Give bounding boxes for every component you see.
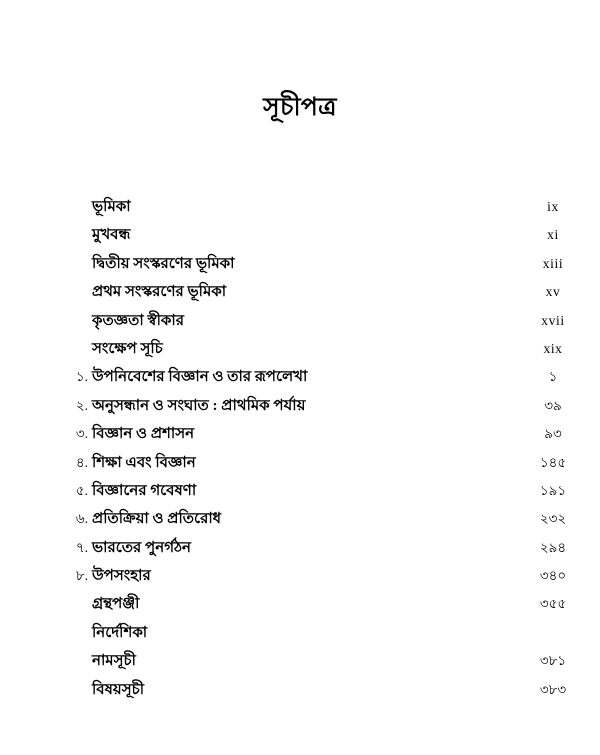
toc-entry-page-number: xiii (542, 255, 564, 271)
toc-entry-label: শিক্ষা এবং বিজ্ঞান (92, 454, 196, 471)
toc-entry-number: ৬. (75, 511, 88, 527)
toc-entry[interactable] (0, 508, 600, 536)
toc-entry-label: ভারতের পুনর্গঠন (92, 539, 191, 556)
toc-entry-page-number: xi (547, 227, 559, 243)
toc-entry-label: কৃতজ্ঞতা স্বীকার (92, 312, 184, 329)
toc-entry-label: বিষয়সূচী (92, 681, 145, 698)
page-title: সূচীপত্র (263, 94, 337, 121)
toc-entry-page-number: ১৯১ (539, 482, 567, 498)
toc-entry-label: নির্দেশিকা (92, 624, 148, 641)
toc-entry-page-number: ৩৯ (544, 397, 562, 413)
toc-entry-page-number: xv (545, 284, 561, 300)
toc-entry[interactable] (0, 622, 600, 650)
toc-entry-label: গ্রন্থপঞ্জী (92, 596, 140, 613)
toc-entry-number: ২. (75, 397, 88, 413)
toc-entry-page-number: ১৪৫ (539, 454, 567, 470)
toc-entry[interactable] (0, 253, 600, 281)
toc-entry[interactable] (0, 679, 600, 707)
toc-entry[interactable] (0, 281, 600, 309)
toc-entry[interactable] (0, 338, 600, 366)
toc-entry-label: অনুসন্ধান ও সংঘাত : প্রাথমিক পর্যায় (92, 397, 306, 414)
toc-entry[interactable] (0, 395, 600, 423)
toc-entry-number: ৮. (75, 568, 88, 584)
toc-entry-label: ভূমিকা (92, 199, 131, 215)
toc-entry[interactable] (0, 196, 600, 224)
toc-entry-page-number: ১ (548, 369, 558, 385)
toc-entry-label: সংক্ষেপ সূচি (92, 340, 163, 357)
toc-entry[interactable] (0, 537, 600, 565)
toc-entry-label: নামসূচী (92, 653, 136, 670)
toc-entry[interactable] (0, 593, 600, 621)
toc-entry-number: ১. (75, 369, 88, 385)
toc-entry-label: মুখবন্ধ (92, 227, 131, 244)
toc-entry[interactable] (0, 452, 600, 480)
toc-entry[interactable] (0, 366, 600, 394)
toc-entry-number: ৫. (75, 482, 88, 498)
toc-entry[interactable] (0, 480, 600, 508)
toc-entry-page-number: xix (543, 340, 563, 356)
toc-entry-label: বিজ্ঞান ও প্রশাসন (92, 426, 195, 443)
toc-entry-label: প্রথম সংস্করণের ভূমিকা (92, 284, 227, 301)
toc-entry-page-number: ৩৫৫ (539, 596, 567, 612)
toc-entry-label: উপনিবেশের বিজ্ঞান ও তার রূপলেখা (92, 369, 308, 386)
toc-entry[interactable] (0, 224, 600, 252)
toc-entry-label: উপসংহার (92, 568, 151, 585)
toc-entry-page-number: ৯৩ (544, 426, 562, 442)
toc-entry-page-number: xvii (541, 312, 565, 328)
toc-entry-page-number: ৩৮১ (539, 653, 567, 669)
toc-entry[interactable] (0, 310, 600, 338)
toc-entry[interactable] (0, 650, 600, 678)
toc-entry-number: ৭. (75, 539, 88, 555)
toc-entry-page-number: ৩৪০ (539, 568, 567, 584)
toc-entry-label: বিজ্ঞানের গবেষণা (92, 482, 197, 499)
toc-entry-number: ৪. (75, 454, 88, 470)
toc-entry[interactable] (0, 565, 600, 593)
toc-list (0, 196, 600, 707)
toc-entry-page-number: ix (547, 199, 559, 214)
toc-entry-label: প্রতিক্রিয়া ও প্রতিরোধ (92, 511, 222, 528)
toc-entry-label: দ্বিতীয় সংস্করণের ভূমিকা (92, 255, 235, 272)
toc-entry-page-number: ২৩২ (539, 511, 567, 527)
toc-entry-page-number: ৩৮৩ (539, 681, 567, 697)
toc-entry[interactable] (0, 423, 600, 451)
toc-entry-number: ৩. (75, 426, 88, 442)
toc-entry-page-number: ২৯৪ (539, 539, 567, 555)
